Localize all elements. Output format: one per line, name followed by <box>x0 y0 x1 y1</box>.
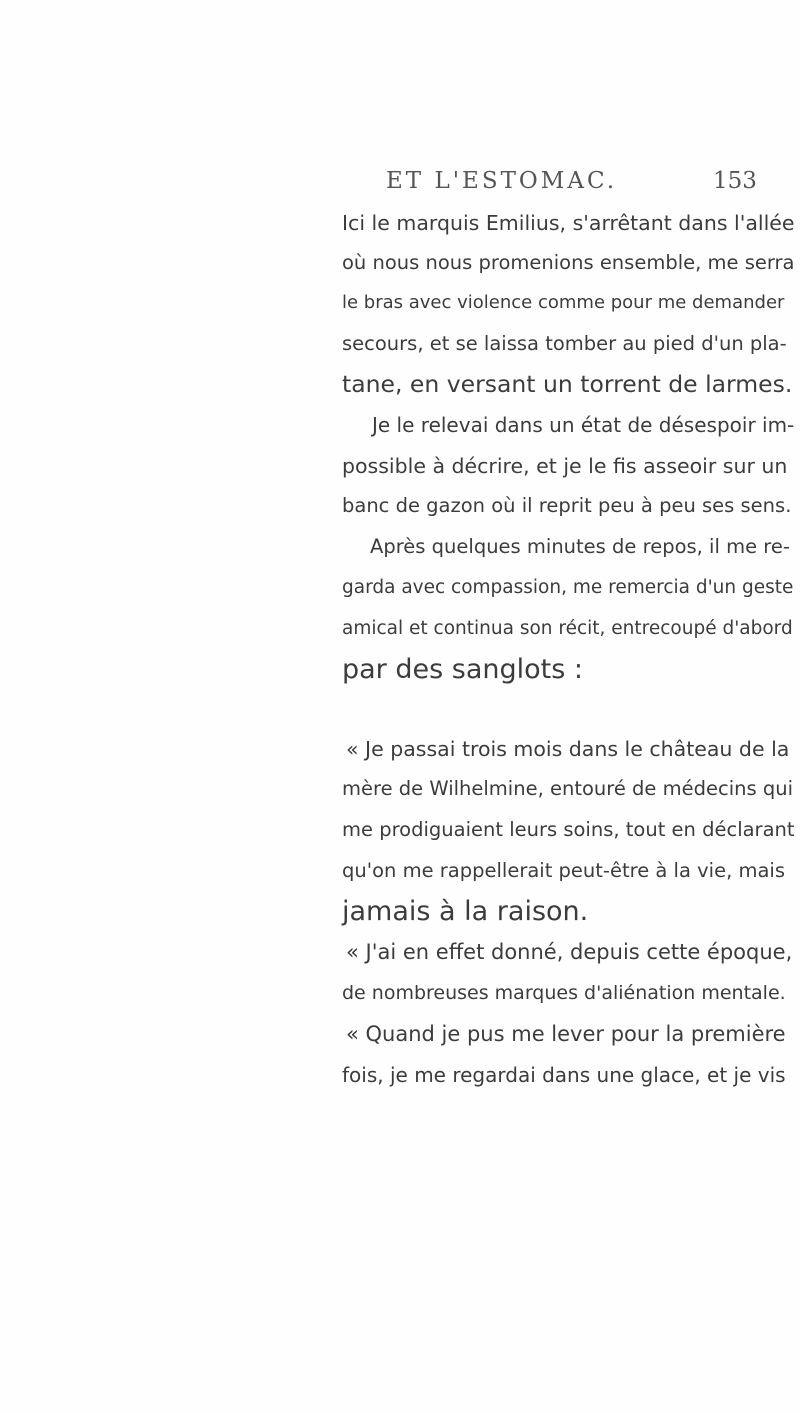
text-line: me prodiguaient leurs soins, tout en déclarant <box>342 818 795 841</box>
text-line: le bras avec violence comme pour me demander <box>342 292 785 313</box>
text-line: fois, je me regardai dans une glace, et je vis <box>342 1063 786 1087</box>
text-line: secours, et se laissa tomber au pied d'un pla- <box>342 332 787 355</box>
text-line: jamais à la raison. <box>342 896 589 927</box>
text-line: « Quand je pus me lever pour la première <box>346 1022 786 1046</box>
text-line: de nombreuses marques d'aliénation mentale. <box>342 982 786 1004</box>
running-head <box>0 168 800 200</box>
text-line: amical et continua son récit, entrecoupé d'abord <box>342 618 793 639</box>
text-line: banc de gazon où il reprit peu à peu ses sens. <box>342 494 792 517</box>
text-line: qu'on me rappellerait peut-être à la vie, mais <box>342 859 785 882</box>
text-line: « J'ai en effet donné, depuis cette époque, <box>346 940 793 964</box>
text-line: Après quelques minutes de repos, il me re- <box>370 535 790 558</box>
running-title: ET L'ESTOMAC. <box>386 168 618 194</box>
text-line: possible à décrire, et je le fis asseoir sur un <box>342 454 788 478</box>
text-line: « Je passai trois mois dans le château de la <box>346 737 790 761</box>
text-line: tane, en versant un torrent de larmes. <box>342 370 793 398</box>
text-line: mère de Wilhelmine, entouré de médecins qui <box>342 777 794 800</box>
text-line: Je le relevai dans un état de désespoir im- <box>372 413 795 437</box>
text-line: par des sanglots : <box>342 654 583 685</box>
page-number: 153 <box>713 168 757 194</box>
text-line: garda avec compassion, me remercia d'un geste <box>342 577 794 598</box>
text-line: Ici le marquis Emilius, s'arrêtant dans l'allée <box>342 211 795 235</box>
text-line: où nous nous promenions ensemble, me serra <box>342 251 795 274</box>
